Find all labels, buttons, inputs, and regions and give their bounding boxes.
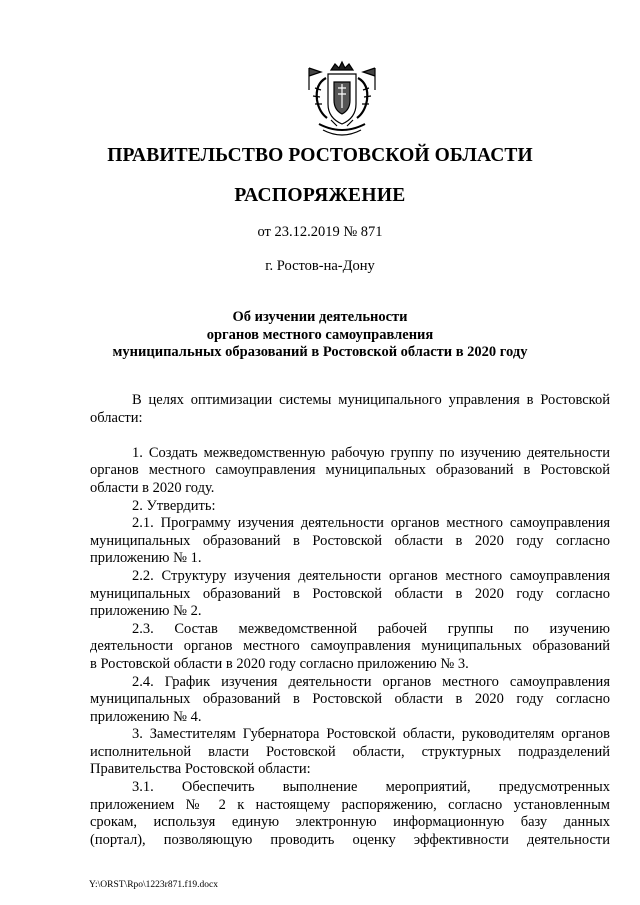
paragraph-item-2-3-line: в Ростовской области в 2020 году согласно приложению № 3. <box>90 655 469 672</box>
paragraph-item-3-1-line: срокам, используя единую электронную информационную базу данных <box>90 814 610 831</box>
subject-line: органов местного самоуправления <box>206 326 434 343</box>
paragraph-item-2-1-line: муниципальных образований в Ростовской области в 2020 году согласно <box>90 532 610 549</box>
document-date-number: от 23.12.2019 № 871 <box>257 224 383 240</box>
paragraph-item-1-line: органов местного самоуправления муниципальных образований в Ростовской <box>90 462 610 479</box>
paragraph-item-3-line: Правительства Ростовской области: <box>90 761 311 778</box>
paragraph-item-3-line: исполнительной власти Ростовской области, структурных подразделений <box>90 743 610 760</box>
paragraph-item-2-3-line: деятельности органов местного самоуправления муниципальных образований <box>90 638 610 655</box>
paragraph-item-3-1-line: приложением № 2 к настоящему распоряжению, согласно установленным <box>90 796 610 813</box>
paragraph-item-2-2-line: приложению № 2. <box>90 603 202 620</box>
document-body <box>90 392 610 849</box>
paragraph-preamble-line: В целях оптимизации системы муниципального управления в Ростовской <box>132 392 610 408</box>
paragraph-item-3-1-line: 3.1. Обеспечить выполнение мероприятий, предусмотренных <box>132 779 610 796</box>
paragraph-item-2-2-line: 2.2. Структуру изучения деятельности органов местного самоуправления <box>132 567 610 584</box>
subject-line: муниципальных образований в Ростовской области в 2020 году <box>112 344 528 360</box>
footer-file-path: Y:\ORST\Rpo\1223r871.f19.docx <box>89 880 218 890</box>
paragraph-item-1-line: области в 2020 году. <box>90 479 215 496</box>
document-city: г. Ростов-на-Дону <box>265 258 375 274</box>
paragraph-item-1-line: 1. Создать межведомственную рабочую группу по изучению деятельности <box>132 444 610 461</box>
paragraph-item-2-2-line: муниципальных образований в Ростовской области в 2020 году согласно <box>90 585 610 602</box>
paragraph-item-2-4-line: приложению № 4. <box>90 708 202 725</box>
document-subject <box>0 309 640 362</box>
paragraph-item-2-1-line: приложению № 1. <box>90 550 202 567</box>
paragraph-item-2-3-line: 2.3. Состав межведомственной рабочей группы по изучению <box>132 620 610 637</box>
paragraph-item-3-1-line: (портал), позволяющую проводить оценку эффективности деятельности <box>90 831 610 848</box>
paragraph-item-3-line: 3. Заместителям Губернатора Ростовской области, руководителям органов <box>132 726 610 743</box>
document-type: РАСПОРЯЖЕНИЕ <box>234 185 406 206</box>
paragraph-item-2-4-line: 2.4. График изучения деятельности органов местного самоуправления <box>132 673 610 690</box>
paragraph-item-2-line: 2. Утвердить: <box>132 497 216 514</box>
paragraph-preamble-line: области: <box>90 409 143 426</box>
paragraph-item-2-1-line: 2.1. Программу изучения деятельности органов местного самоуправления <box>132 515 610 532</box>
paragraph-item-2-4-line: муниципальных образований в Ростовской области в 2020 году согласно <box>90 691 610 708</box>
government-title: ПРАВИТЕЛЬСТВО РОСТОВСКОЙ ОБЛАСТИ <box>107 145 533 166</box>
coat-of-arms-emblem <box>301 60 383 142</box>
subject-line: Об изучении деятельности <box>232 309 408 325</box>
